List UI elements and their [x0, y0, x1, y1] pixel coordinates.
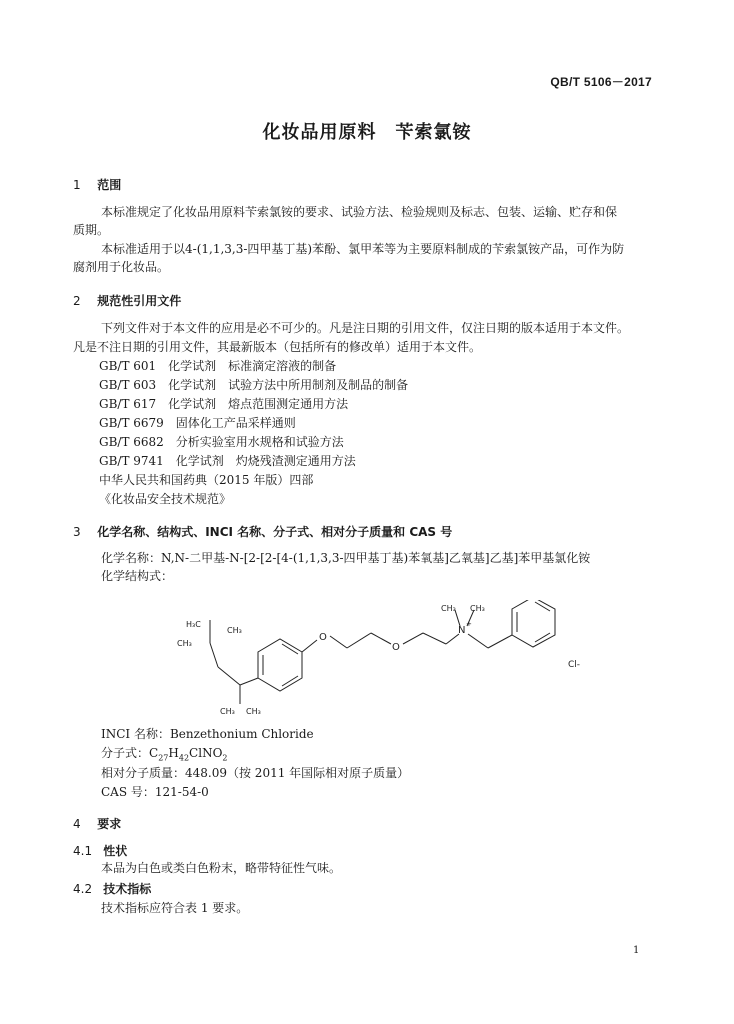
- aromatic-bond: [535, 602, 550, 611]
- formula-subscript: 42: [178, 753, 190, 763]
- subsection-4-2-heading: [73, 880, 151, 897]
- section-title: 范围: [97, 178, 122, 192]
- subsection-number: 4.1: [73, 844, 93, 858]
- methyl-label: CH₃: [246, 707, 261, 716]
- methyl-label: CH₃: [227, 626, 242, 635]
- methyl-label: CH₃: [220, 707, 235, 716]
- oxygen-label: O: [319, 632, 327, 643]
- bond-line: [371, 633, 391, 644]
- chemical-name: 化学名称：N,N-二甲基-N-[2-[2-[4-(1,1,3,3-四甲基丁基)苯氧基]乙氧基]乙基]苯甲基氯化铵: [101, 551, 591, 565]
- standard-code: QB/T 5106－2017: [550, 75, 652, 89]
- paragraph-line: 技术指标应符合表 1 要求。: [101, 901, 249, 915]
- paragraph-line: 质期。: [73, 223, 110, 237]
- section-number: 2: [73, 294, 81, 308]
- methyl-label: CH₃: [441, 604, 456, 613]
- page-number: 1: [633, 945, 640, 956]
- paragraph-line: 本标准规定了化妆品用原料苄索氯铵的要求、试验方法、检验规则及标志、包装、运输、贮存和保: [101, 205, 618, 219]
- paragraph-line: 本标准适用于以4-(1,1,3,3-四甲基丁基)苯酚、氯甲苯等为主要原料制成的苄索氯铵产品，可作为防: [101, 242, 625, 256]
- subsection-title: 性状: [103, 844, 128, 858]
- formula-element: H: [168, 746, 179, 760]
- aromatic-bond: [282, 644, 298, 654]
- section-title: 要求: [97, 817, 122, 831]
- chloride-label: Cl-: [568, 660, 581, 670]
- bond-line: [302, 640, 317, 652]
- reference-item: GB/T 603 化学试剂 试验方法中所用制剂及制品的制备: [99, 378, 409, 392]
- section-number: 1: [73, 178, 81, 192]
- charge-plus-label: +: [466, 620, 472, 628]
- formula-prefix: 分子式：: [101, 746, 150, 760]
- methyl-label: H₃C: [186, 620, 201, 629]
- reference-item: GB/T 6682 分析实验室用水规格和试验方法: [99, 435, 344, 449]
- nitrogen-label: N: [458, 625, 466, 636]
- section-title: 化学名称、结构式、INCI 名称、分子式、相对分子质量和 CAS 号: [97, 525, 453, 539]
- bond-line: [347, 633, 371, 648]
- structure-label: 化学结构式：: [101, 569, 174, 583]
- paragraph-line: 腐剂用于化妆品。: [73, 260, 170, 274]
- chemical-structure-diagram: [170, 600, 610, 722]
- methyl-label: CH₃: [470, 604, 485, 613]
- bond-line: [423, 633, 446, 644]
- formula-element: C: [149, 746, 159, 760]
- section-number: 4: [73, 817, 81, 831]
- cas-number: CAS 号：121-54-0: [101, 785, 209, 799]
- bond-line: [330, 636, 347, 648]
- subsection-4-1-heading: [73, 842, 127, 859]
- reference-item: GB/T 6679 固体化工产品采样通则: [99, 416, 296, 430]
- bond-line: [403, 633, 423, 644]
- reference-item: GB/T 9741 化学试剂 灼烧残渣测定通用方法: [99, 454, 356, 468]
- formula-element: ClNO: [189, 746, 223, 760]
- bond-line: [468, 634, 488, 648]
- benzene-ring-2: [512, 600, 555, 647]
- methyl-label: CH₃: [177, 639, 192, 648]
- paragraph-line: 下列文件对于本文件的应用是必不可少的。凡是注日期的引用文件，仅注日期的版本适用于本文件。: [101, 321, 630, 335]
- section-title: 规范性引用文件: [97, 294, 182, 308]
- reference-item: 《化妆品安全技术规范》: [99, 492, 232, 506]
- section-1-heading: [73, 176, 121, 193]
- inci-name: INCI 名称：Benzethonium Chloride: [101, 727, 314, 741]
- section-3-heading: [73, 523, 452, 540]
- bond-line: [218, 667, 240, 685]
- reference-item: GB/T 601 化学试剂 标准滴定溶液的制备: [99, 359, 337, 373]
- formula-subscript: 2: [222, 753, 228, 763]
- bond-line: [488, 635, 512, 648]
- benzene-ring-1: [258, 639, 302, 691]
- aromatic-bond: [535, 633, 550, 642]
- document-title: 化妆品用原料 苄索氯铵: [262, 122, 472, 143]
- subsection-title: 技术指标: [103, 882, 152, 896]
- oxygen-label: O: [392, 642, 400, 653]
- formula-subscript: 27: [158, 753, 169, 763]
- paragraph-line: 凡是不注日期的引用文件，其最新版本（包括所有的修改单）适用于本文件。: [73, 340, 482, 354]
- subsection-number: 4.2: [73, 882, 93, 896]
- bond-line: [210, 643, 218, 667]
- bond-line: [240, 678, 258, 685]
- aromatic-bond: [282, 676, 298, 686]
- reference-item: GB/T 617 化学试剂 熔点范围测定通用方法: [99, 397, 349, 411]
- section-2-heading: [73, 292, 181, 309]
- section-4-heading: [73, 815, 121, 832]
- section-number: 3: [73, 525, 81, 539]
- paragraph-line: 本品为白色或类白色粉末，略带特征性气味。: [101, 861, 342, 875]
- molecular-weight: 相对分子质量：448.09（按 2011 年国际相对原子质量）: [101, 766, 410, 780]
- reference-item: 中华人民共和国药典（2015 年版）四部: [99, 473, 314, 487]
